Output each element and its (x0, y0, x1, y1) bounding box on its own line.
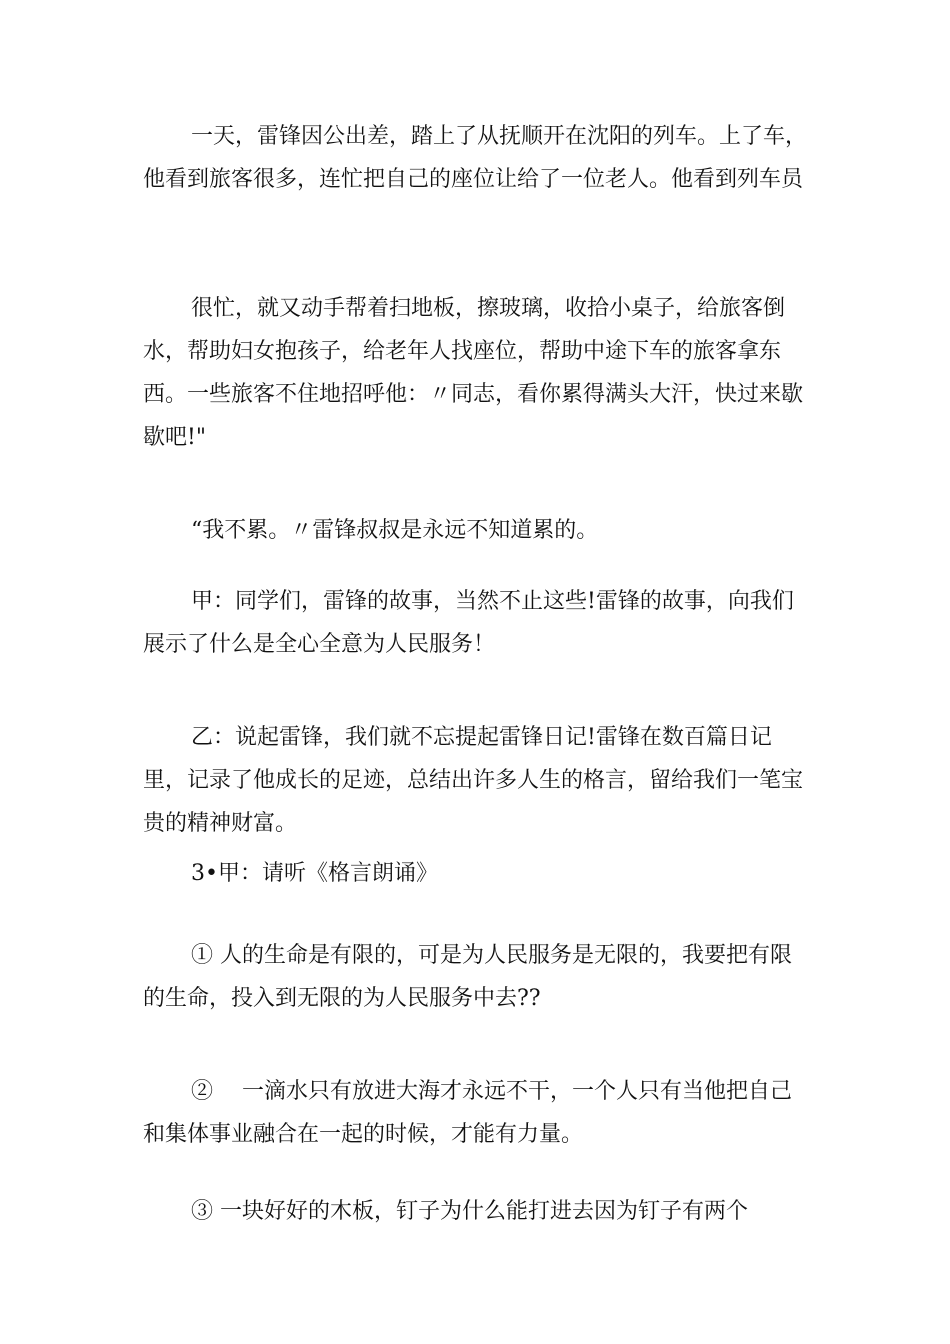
paragraph-helping-passengers: 很忙，就又动手帮着扫地板，擦玻璃，收拾小桌子，给旅客倒水，帮助妇女抱孩子，给老年人找座位，帮助中途下车的旅客拿东西。一些旅客不住地招呼他：〃同志，看你累得满头大汗，快过来歇歇吧!" (143, 296, 804, 450)
paragraph-train-story: 一天，雷锋因公出差，踏上了从抚顺开在沈阳的列车。上了车，他看到旅客很多，连忙把自己的座位让给了一位老人。他看到列车员 (143, 124, 808, 192)
paragraph-motto-heading: 3•甲：请听《格言朗诵》 (191, 861, 438, 886)
paragraph-speaker-jia: 甲：同学们，雷锋的故事，当然不止这些!雷锋的故事，向我们展示了什么是全心全意为人民服务！ (143, 589, 794, 657)
paragraph-motto-3: ③ 一块好好的木板，钉子为什么能打进去因为钉子有两个 (191, 1199, 748, 1224)
paragraph-speaker-yi: 乙：说起雷锋，我们就不忘提起雷锋日记!雷锋在数百篇日记里，记录了他成长的足迹，总结出许多人生的格言，留给我们一笔宝贵的精神财富。 (143, 725, 804, 836)
paragraph-motto-2: ② 一滴水只有放进大海才永远不干，一个人只有当他把自己和集体事业融合在一起的时候，才能有力量。 (143, 1079, 792, 1147)
paragraph-not-tired: “我不累。〃雷锋叔叔是永远不知道累的。 (191, 518, 599, 543)
paragraph-motto-1: ① 人的生命是有限的，可是为人民服务是无限的，我要把有限的生命，投入到无限的为人民服务中去?? (143, 943, 792, 1011)
